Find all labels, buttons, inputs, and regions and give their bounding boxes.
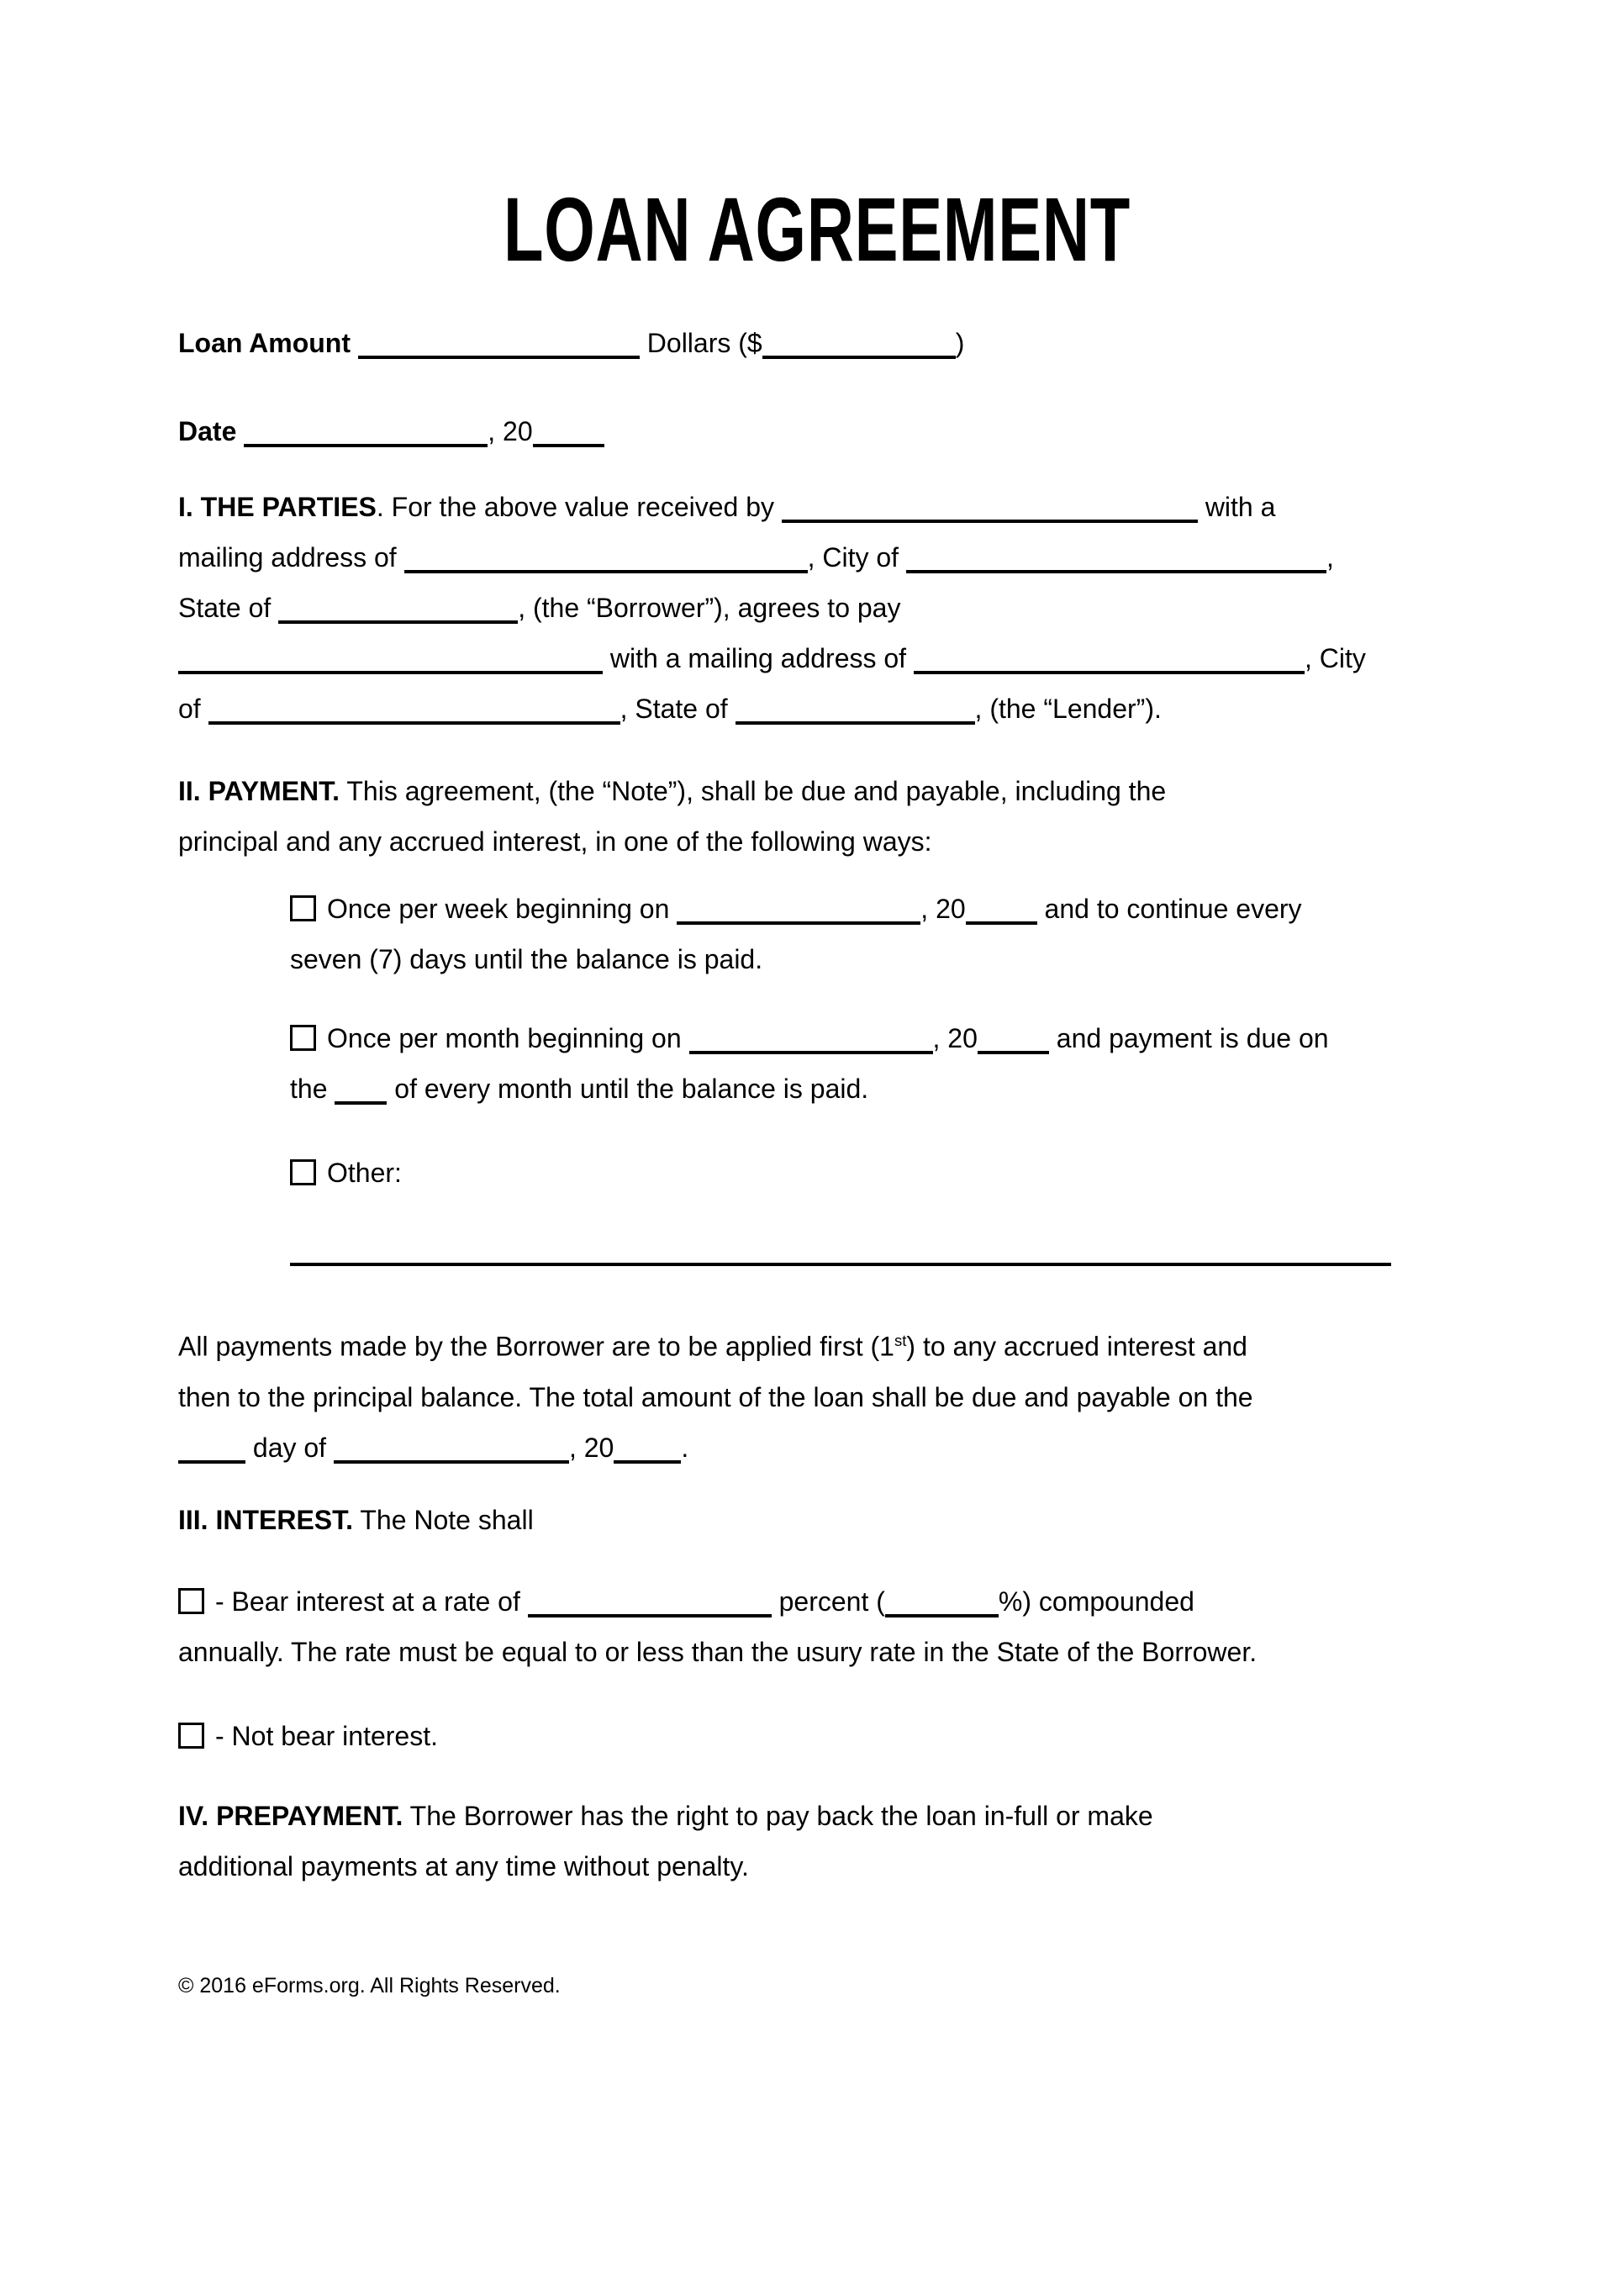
payment-intro-line-1 (178, 766, 1456, 816)
applied-text-1a: All payments made by the Borrower are to be applied first (1 (178, 1331, 894, 1362)
monthly-text-e: of every month until the balance is paid. (387, 1074, 869, 1104)
other-payment-option (290, 1148, 1456, 1198)
weekly-start-date-blank[interactable] (677, 921, 920, 925)
other-option-line (290, 1148, 1456, 1198)
parties-line-2 (178, 532, 1456, 583)
due-year-blank[interactable] (614, 1460, 681, 1464)
loan-amount-label: Loan Amount (178, 328, 358, 358)
prepayment-section (178, 1791, 1456, 1892)
payment-intro-text-1: This agreement, (the “Note”), shall be due and payable, including the (340, 776, 1167, 806)
applied-paragraph (178, 1316, 1456, 1473)
other-terms-blank[interactable] (290, 1263, 1391, 1266)
parties-l3-text-b: , (the “Borrower”), agrees to pay (518, 593, 901, 623)
other-terms-line (290, 1225, 1456, 1275)
parties-l1-text-b: with a (1197, 492, 1276, 522)
due-month-blank[interactable] (334, 1460, 569, 1464)
monthly-text-c: and payment is due on (1048, 1023, 1329, 1053)
parties-l4-text-a: with a mailing address of (603, 643, 914, 673)
dollars-label: Dollars ($ (639, 328, 762, 358)
borrower-city-blank[interactable] (906, 570, 1326, 573)
prepayment-text-1: The Borrower has the right to pay back the loan in-full or make (403, 1800, 1153, 1831)
weekly-text-d: seven (7) days until the balance is paid. (290, 944, 763, 974)
monthly-due-day-blank[interactable] (335, 1101, 387, 1105)
loan-amount-words-blank[interactable] (358, 356, 640, 359)
no-interest-checkbox[interactable] (178, 1723, 204, 1749)
weekly-text-a: Once per week beginning on (327, 894, 678, 924)
lender-city-blank[interactable] (208, 721, 620, 725)
no-interest-label: - Not bear interest. (215, 1720, 438, 1751)
parties-line-5 (178, 683, 1456, 734)
prepayment-text-2: additional payments at any time without penalty. (178, 1850, 749, 1881)
interest-rate-words-blank[interactable] (528, 1614, 772, 1617)
payment-heading: II. PAYMENT. (178, 776, 340, 806)
monthly-start-year-blank[interactable] (978, 1051, 1049, 1054)
lender-name-blank[interactable] (178, 671, 603, 674)
borrower-address-blank[interactable] (404, 570, 808, 573)
loan-agreement-document (0, 178, 1624, 1998)
other-option-label: Other: (327, 1158, 402, 1188)
bear-interest-text-c: %) compounded (998, 1586, 1194, 1617)
monthly-option-line-1 (290, 1013, 1456, 1063)
parties-line-3 (178, 583, 1456, 633)
interest-intro-line (178, 1495, 1456, 1545)
interest-heading: III. INTEREST. (178, 1504, 354, 1535)
weekly-option-checkbox[interactable] (290, 895, 316, 921)
applied-line-3 (178, 1422, 1456, 1473)
parties-l1-text-a: . For the above value received by (376, 492, 782, 522)
bear-interest-option (178, 1576, 1456, 1677)
bear-interest-text-a: - Bear interest at a rate of (215, 1586, 528, 1617)
no-interest-option (178, 1711, 1456, 1761)
weekly-text-c: and to continue every (1036, 894, 1302, 924)
bear-interest-text-b: percent ( (771, 1586, 885, 1617)
parties-l3-text-a: State of (178, 593, 279, 623)
no-interest-line (178, 1711, 1456, 1761)
bear-interest-text-d: annually. The rate must be equal to or less than the usury rate in the State of the Borrower. (178, 1636, 1258, 1667)
bear-interest-line-2 (178, 1627, 1456, 1677)
parties-heading: I. THE PARTIES (178, 492, 377, 522)
bear-interest-checkbox[interactable] (178, 1588, 204, 1614)
prepayment-line-2 (178, 1841, 1456, 1892)
due-day-blank[interactable] (178, 1460, 245, 1464)
parties-l2-text-c: , (1326, 542, 1334, 573)
weekly-option-line-2 (290, 934, 1456, 984)
applied-line-2 (178, 1372, 1456, 1422)
date-month-day-blank[interactable] (244, 444, 488, 447)
parties-l2-text-b: , City of (807, 542, 906, 573)
loan-amount-line (178, 318, 1456, 368)
monthly-text-d: the (290, 1074, 335, 1104)
bear-interest-line-1 (178, 1576, 1456, 1627)
applied-text-3c: . (681, 1432, 689, 1463)
borrower-name-blank[interactable] (782, 520, 1198, 523)
copyright-footer (178, 1973, 1456, 1998)
document-title (178, 178, 1456, 280)
monthly-option-checkbox[interactable] (290, 1025, 316, 1051)
parties-l5-text-b: , State of (620, 694, 736, 724)
weekly-text-b: , 20 (920, 894, 966, 924)
applied-text-3b: , 20 (568, 1432, 614, 1463)
date-line (178, 406, 1456, 456)
monthly-text-a: Once per month beginning on (327, 1023, 689, 1053)
applied-ordinal-superscript: st (894, 1332, 907, 1349)
document-title-text: LOAN AGREEMENT (504, 178, 1131, 280)
copyright-text: © 2016 eForms.org. All Rights Reserved. (178, 1973, 561, 1997)
payment-section (178, 766, 1456, 1473)
weekly-payment-option (290, 884, 1456, 984)
date-year-prefix: , 20 (488, 416, 533, 446)
interest-intro-text: The Note shall (353, 1504, 534, 1535)
applied-text-2: then to the principal balance. The total amount of the loan shall be due and payable on the (178, 1381, 1253, 1412)
parties-section (178, 482, 1456, 734)
interest-rate-percent-blank[interactable] (885, 1614, 999, 1617)
monthly-start-date-blank[interactable] (689, 1051, 933, 1054)
loan-amount-numeric-blank[interactable] (762, 356, 956, 359)
interest-section (178, 1495, 1456, 1761)
prepayment-line-1 (178, 1791, 1456, 1841)
weekly-option-line-1 (290, 884, 1456, 934)
monthly-text-b: , 20 (932, 1023, 978, 1053)
parties-l4-text-b: , City (1304, 643, 1366, 673)
borrower-state-blank[interactable] (278, 620, 518, 624)
other-option-checkbox[interactable] (290, 1159, 316, 1185)
applied-line-1 (178, 1316, 1456, 1372)
weekly-start-year-blank[interactable] (966, 921, 1037, 925)
prepayment-heading: IV. PREPAYMENT. (178, 1800, 403, 1831)
lender-state-blank[interactable] (736, 721, 975, 725)
date-year-blank[interactable] (533, 444, 604, 447)
applied-text-1b: ) to any accrued interest and (906, 1331, 1247, 1362)
parties-line-1 (178, 482, 1456, 532)
date-label: Date (178, 416, 245, 446)
parties-line-4 (178, 633, 1456, 683)
monthly-option-line-2 (290, 1063, 1456, 1114)
payment-intro-text-2: principal and any accrued interest, in one of the following ways: (178, 826, 932, 857)
applied-text-3a: day of (245, 1432, 334, 1463)
parties-l5-text-a: of (178, 694, 208, 724)
parties-l2-text-a: mailing address of (178, 542, 404, 573)
lender-address-blank[interactable] (914, 671, 1305, 674)
parties-l5-text-c: , (the “Lender”). (974, 694, 1162, 724)
close-paren: ) (955, 328, 965, 358)
monthly-payment-option (290, 1013, 1456, 1114)
payment-intro-line-2 (178, 816, 1456, 867)
